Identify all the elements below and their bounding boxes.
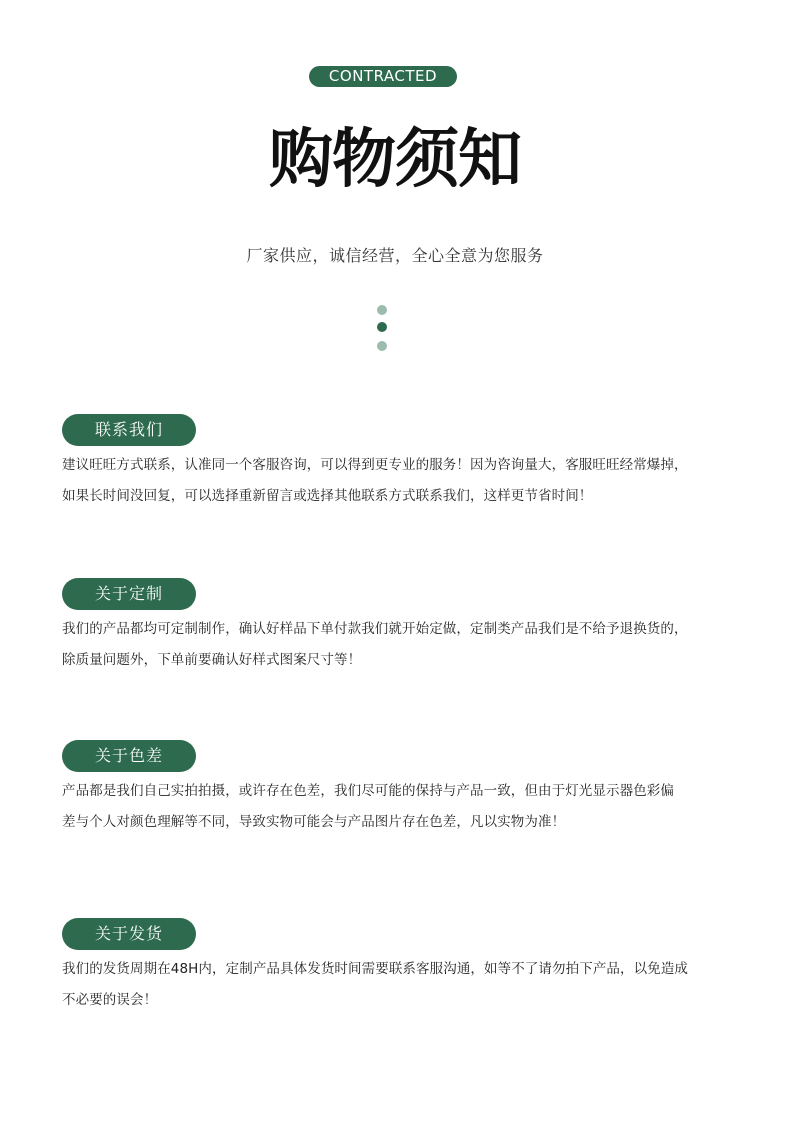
decorative-dot-active [377,322,387,332]
section-color-difference [62,740,742,838]
section-body [62,954,742,1016]
decorative-dot [377,305,387,315]
body-line: 建议旺旺方式联系，认准同一个客服咨询，可以得到更专业的服务！因为咨询量大，客服旺旺经常爆掉， [62,457,688,473]
body-line: 如果长时间没回复，可以选择重新留言或选择其他联系方式联系我们，这样更节省时间！ [62,488,593,504]
body-line: 不必要的误会！ [62,992,158,1008]
body-line: 产品都是我们自己实拍拍摄，或许存在色差，我们尽可能的保持与产品一致，但由于灯光显示器色彩偏 [62,783,674,799]
page-title: 购物须知 [269,123,521,197]
body-line: 我们的发货周期在48H内，定制产品具体发货时间需要联系客服沟通，如等不了请勿拍下产品，以免造成 [62,961,689,977]
body-line: 我们的产品都均可定制制作，确认好样品下单付款我们就开始定做，定制类产品我们是不给予退换货的， [62,621,688,637]
section-title: 关于定制 [62,578,196,610]
decorative-dot [377,341,387,351]
contracted-badge: CONTRACTED [309,66,457,87]
section-customization [62,578,742,676]
section-title: 联系我们 [62,414,196,446]
section-title: 关于发货 [62,918,196,950]
section-title: 关于色差 [62,740,196,772]
body-line: 除质量问题外，下单前要确认好样式图案尺寸等！ [62,652,362,668]
body-line: 差与个人对颜色理解等不同，导致实物可能会与产品图片存在色差，凡以实物为准！ [62,814,566,830]
section-body [62,614,742,676]
section-body [62,450,742,512]
section-shipping [62,918,742,1016]
section-body [62,776,742,838]
slogan: 厂家供应，诚信经营，全心全意为您服务 [246,246,544,265]
section-contact-us [62,414,742,512]
